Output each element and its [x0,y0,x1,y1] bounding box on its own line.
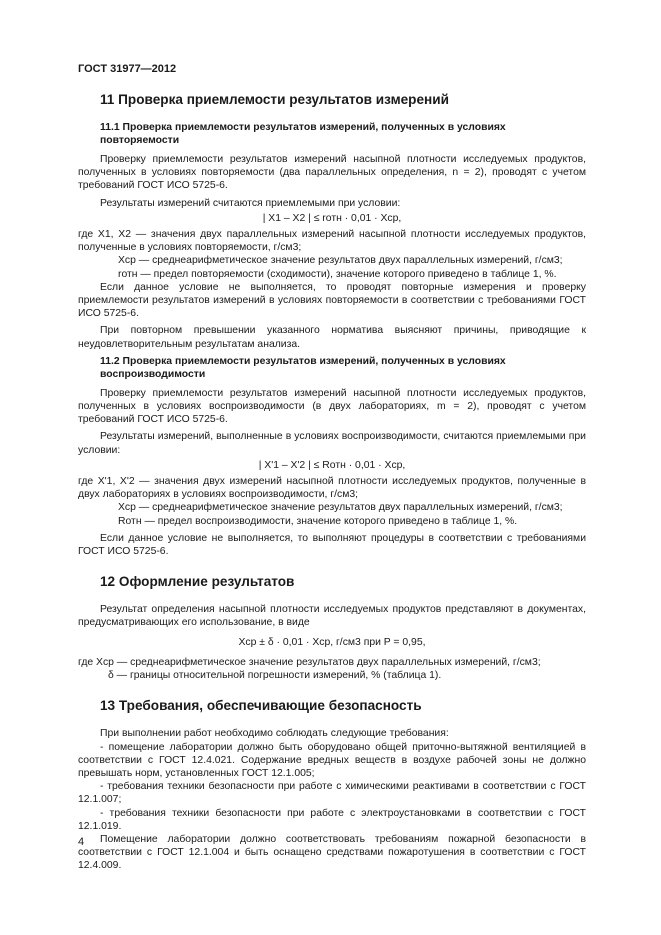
s12-def1: где Xср — среднеарифметическое значение результатов двух параллельных измерений, г/см3; [78,656,541,668]
s11-p7: Если данное условие не выполняется, то выполняют процедуры в соответствии с требованиями ГОСТ ИСО 5725-6. [78,532,586,558]
document-body [78,92,586,873]
s11-p4: При повторном превышении указанного норматива выясняют причины, приводящие к неудовлетворительным результатам анализа. [78,325,586,350]
section-11-1-title: 11.1 Проверка приемлемости результатов измерений, полученных в условиях повторяемости [100,122,506,146]
s13-p2: - помещение лаборатории должно быть оборудовано общей приточно-вытяжной вентиляцией в соответствии с ГОСТ 12.4.021. Содержание вредных веществ в воздухе рабочей зоны не должно превышать норм, установленных ГОСТ 12.1.005; [78,741,586,779]
formula-result: Xср ± δ · 0,01 · Xср, г/см3 при P = 0,95, [238,636,426,648]
section-13-title: 13 Требования, обеспечивающие безопасность [100,698,422,714]
s11-p1: Проверку приемлемости результатов измерений насыпной плотности исследуемых продуктов, полученных в условиях повторяемости (два параллельных определения, n = 2), проводят с учетом требований ГОСТ ИСО 5725-6. [78,154,586,192]
s11-def6: Rотн — предел воспроизводимости, значение которого приведено в таблице 1, %. [118,515,518,527]
s11-p2: Результаты измерений считаются приемлемыми при условии: [100,197,401,209]
s13-p5: Помещение лаборатории должно соответствовать требованиям пожарной безопасности в соответствии с ГОСТ 12.1.004 и быть оснащено средствами пожаротушения в соответствии с ГОСТ 12.4.009. [78,833,586,872]
page-number: 4 [78,836,85,848]
s13-p4: - требования техники безопасности при работе с электроустановками в соответствии с ГОСТ 12.1.019. [78,807,586,832]
s11-def5: Xср — среднеарифметическое значение результатов двух параллельных измерений, г/см3; [118,502,563,514]
s11-def4: где X'1, X'2 — значения двух измерений насыпной плотности исследуемых продуктов, полученные в двух лабораториях в условиях воспроизводимости, г/см3; [78,476,586,501]
s11-def2: Xср — среднеарифметическое значение результатов двух параллельных измерений, г/см3; [118,255,563,267]
s13-p1: При выполнении работ необходимо соблюдать следующие требования: [100,728,449,740]
section-11-title: 11 Проверка приемлемости результатов измерений [100,92,449,107]
formula-reproducibility: | X'1 – X'2 | ≤ Rотн · 0,01 · Xср, [258,459,406,471]
formula-repeatability: | X1 – X2 | ≤ rотн · 0,01 · Xср, [262,212,402,224]
s12-p1: Результат определения насыпной плотности исследуемых продуктов представляют в документах, предусматривающих его использование, в виде [78,604,586,629]
document-header: ГОСТ 31977—2012 [78,63,177,75]
section-11-2-title: 11.2 Проверка приемлемости результатов измерений, полученных в условиях воспроизводимости [100,355,506,380]
s11-p5: Проверку приемлемости результатов измерений насыпной плотности исследуемых продуктов, полученных в условиях воспроизводимости (в двух лабораториях, m = 2), проводят с учетом требований ГОСТ ИСО 5725-6. [78,387,586,426]
s11-p3: Если данное условие не выполняется, то проводят повторные измерения и проверку приемлемости результатов измерений в условиях повторяемости в соответствии с требованиями ГОСТ ИСО 5725-6. [78,281,586,320]
s11-def3: rотн — предел повторяемости (сходимости), значение которого приведено в таблице 1, %. [118,268,557,280]
s13-p3: - требования техники безопасности при работе с химическими реактивами в соответствии с ГОСТ 12.1.007; [78,781,586,806]
s12-def2: δ — границы относительной погрешности измерений, % (таблица 1). [108,670,442,682]
s11-def1: где X1, X2 — значения двух параллельных измерений насыпной плотности исследуемых продуктов, полученные в условиях повторяемости, г/см3; [78,229,586,254]
s11-p6: Результаты измерений, выполненные в условиях воспроизводимости, считаются приемлемыми при условии: [78,431,586,456]
section-12-title: 12 Оформление результатов [100,574,295,590]
